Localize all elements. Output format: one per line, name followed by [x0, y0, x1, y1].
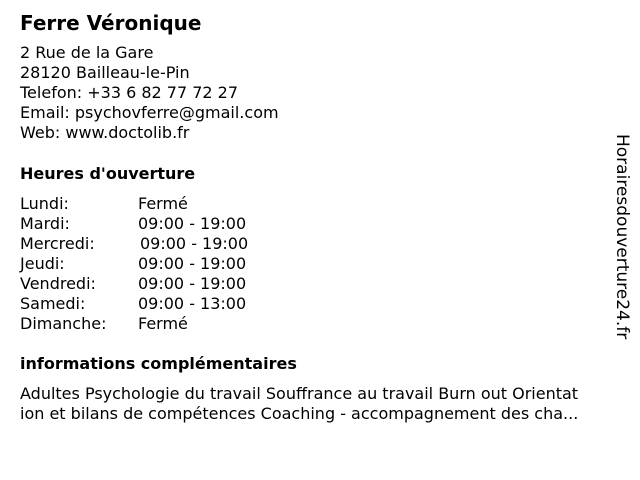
hours-row-friday [20, 274, 320, 294]
day-hours: 09:00 - 19:00 [138, 214, 247, 233]
additional-info-line: Adultes Psychologie du travail Souffrance au travail Burn out Orientat [20, 384, 579, 403]
opening-hours-table [20, 194, 320, 334]
address-street: 2 Rue de la Gare [20, 43, 154, 62]
day-hours: 09:00 - 19:00 [138, 254, 247, 273]
day-hours: Fermé [138, 194, 188, 213]
day-hours: 09:00 - 13:00 [138, 294, 247, 313]
day-label: Lundi: [20, 194, 69, 213]
hours-row-sunday [20, 314, 320, 334]
phone-number[interactable]: Telefon: +33 6 82 77 72 27 [20, 83, 239, 102]
email-address[interactable]: Email: psychovferre@gmail.com [20, 103, 279, 122]
contact-block [20, 43, 279, 143]
day-label: Mardi: [20, 214, 70, 233]
additional-info-line: ion et bilans de compétences Coaching - accompagnement des cha... [20, 404, 579, 423]
hours-row-wednesday [20, 234, 320, 254]
day-label: Vendredi: [20, 274, 96, 293]
additional-info-text [20, 384, 628, 424]
hours-row-saturday [20, 294, 320, 314]
day-label: Samedi: [20, 294, 86, 313]
site-brand-label[interactable]: Horairesdouverture24.fr [612, 134, 632, 340]
day-label: Jeudi: [20, 254, 65, 273]
website-link[interactable]: Web: www.doctolib.fr [20, 123, 190, 142]
day-label: Mercredi: [20, 234, 95, 253]
hours-row-tuesday [20, 214, 320, 234]
additional-info-heading: informations complémentaires [20, 354, 297, 373]
day-hours: 09:00 - 19:00 [140, 234, 249, 253]
business-name: Ferre Véronique [20, 11, 202, 35]
opening-hours-heading: Heures d'ouverture [20, 164, 196, 183]
hours-row-monday [20, 194, 320, 214]
address-city: 28120 Bailleau-le-Pin [20, 63, 190, 82]
day-label: Dimanche: [20, 314, 107, 333]
day-hours: Fermé [138, 314, 188, 333]
hours-row-thursday [20, 254, 320, 274]
day-hours: 09:00 - 19:00 [138, 274, 247, 293]
